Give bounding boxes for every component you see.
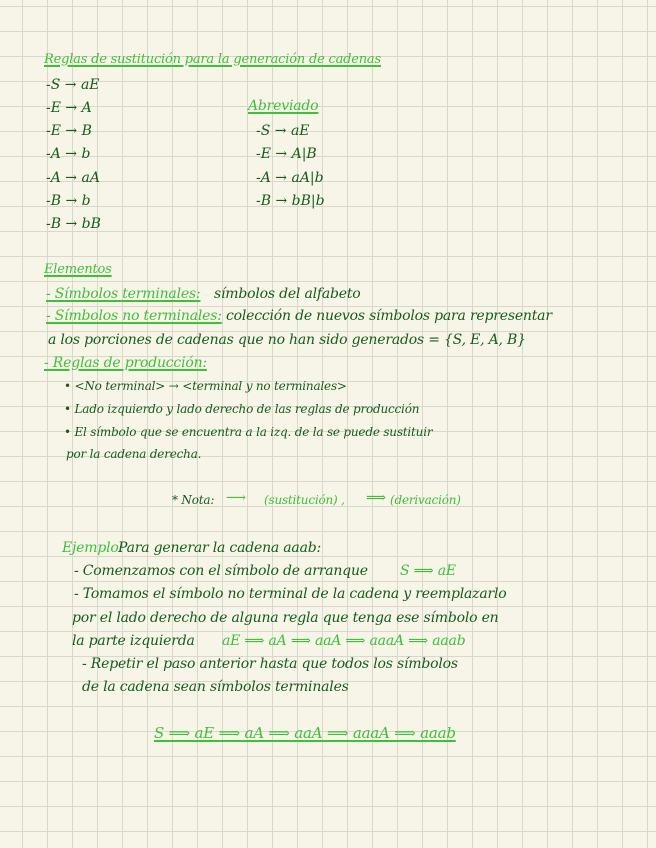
arrow-substitution-icon: ⟶ [226, 490, 246, 506]
abbreviated-title: Abreviado [248, 98, 319, 114]
example-step: - Comenzamos con el símbolo de arranque [74, 563, 368, 579]
example-step-cont: la parte izquierda [72, 633, 195, 649]
production-bullet: • <No terminal> → <terminal y no terminales> [64, 379, 347, 393]
rule-item: -S → aE [46, 77, 100, 93]
rule-item: -B → bB [46, 216, 101, 232]
example-intro: Para generar la cadena aaab: [118, 540, 321, 556]
terminal-text: símbolos del alfabeto [214, 286, 361, 302]
production-bullet: • Lado izquierdo y lado derecho de las reglas de producción [64, 402, 420, 416]
rule-item: -A → aA [46, 170, 100, 186]
example-step-derivation: S ⟹ aE [400, 563, 456, 579]
rule-item: -A → b [46, 146, 91, 162]
elements-title: Elementos [44, 262, 112, 277]
rule-item: -E → B [46, 123, 92, 139]
abbreviated-item: -B → bB|b [256, 193, 325, 209]
production-label: - Reglas de producción: [44, 355, 207, 371]
example-step-cont: de la cadena sean símbolos terminales [82, 679, 349, 695]
final-derivation: S ⟹ aE ⟹ aA ⟹ aaA ⟹ aaaA ⟹ aaab [154, 724, 456, 742]
abbreviated-item: -S → aE [256, 123, 310, 139]
arrow-derivation-icon: ⟹ [366, 490, 386, 506]
example-step-derivation: aE ⟹ aA ⟹ aaA ⟹ aaaA ⟹ aaab [222, 633, 466, 649]
production-bullet: • El símbolo que se encuentra a la izq. de la se puede sustituir [64, 425, 433, 439]
nonterminal-text: colección de nuevos símbolos para representar [226, 308, 552, 324]
example-step: - Repetir el paso anterior hasta que todos los símbolos [82, 656, 458, 672]
rule-item: -B → b [46, 193, 91, 209]
production-bullet-cont: por la cadena derecha. [66, 447, 202, 461]
note-substitution: (sustitución) , [264, 493, 345, 507]
section-heading: Reglas de sustitución para la generación de cadenas [44, 52, 381, 67]
abbreviated-item: -E → A|B [256, 146, 317, 162]
terminal-label: - Símbolos terminales: [46, 286, 201, 302]
note-derivation: (derivación) [390, 493, 461, 507]
example-step-cont: por el lado derecho de alguna regla que tenga ese símbolo en [72, 610, 499, 626]
rule-item: -E → A [46, 100, 92, 116]
nonterminal-text-cont: a los porciones de cadenas que no han sido generados = {S, E, A, B} [48, 332, 526, 348]
example-step: - Tomamos el símbolo no terminal de la cadena y reemplazarlo [74, 586, 507, 602]
abbreviated-item: -A → aA|b [256, 170, 324, 186]
example-label: Ejemplo: [62, 540, 124, 556]
note-prefix: * Nota: [172, 493, 215, 507]
nonterminal-label: - Símbolos no terminales: [46, 308, 222, 324]
